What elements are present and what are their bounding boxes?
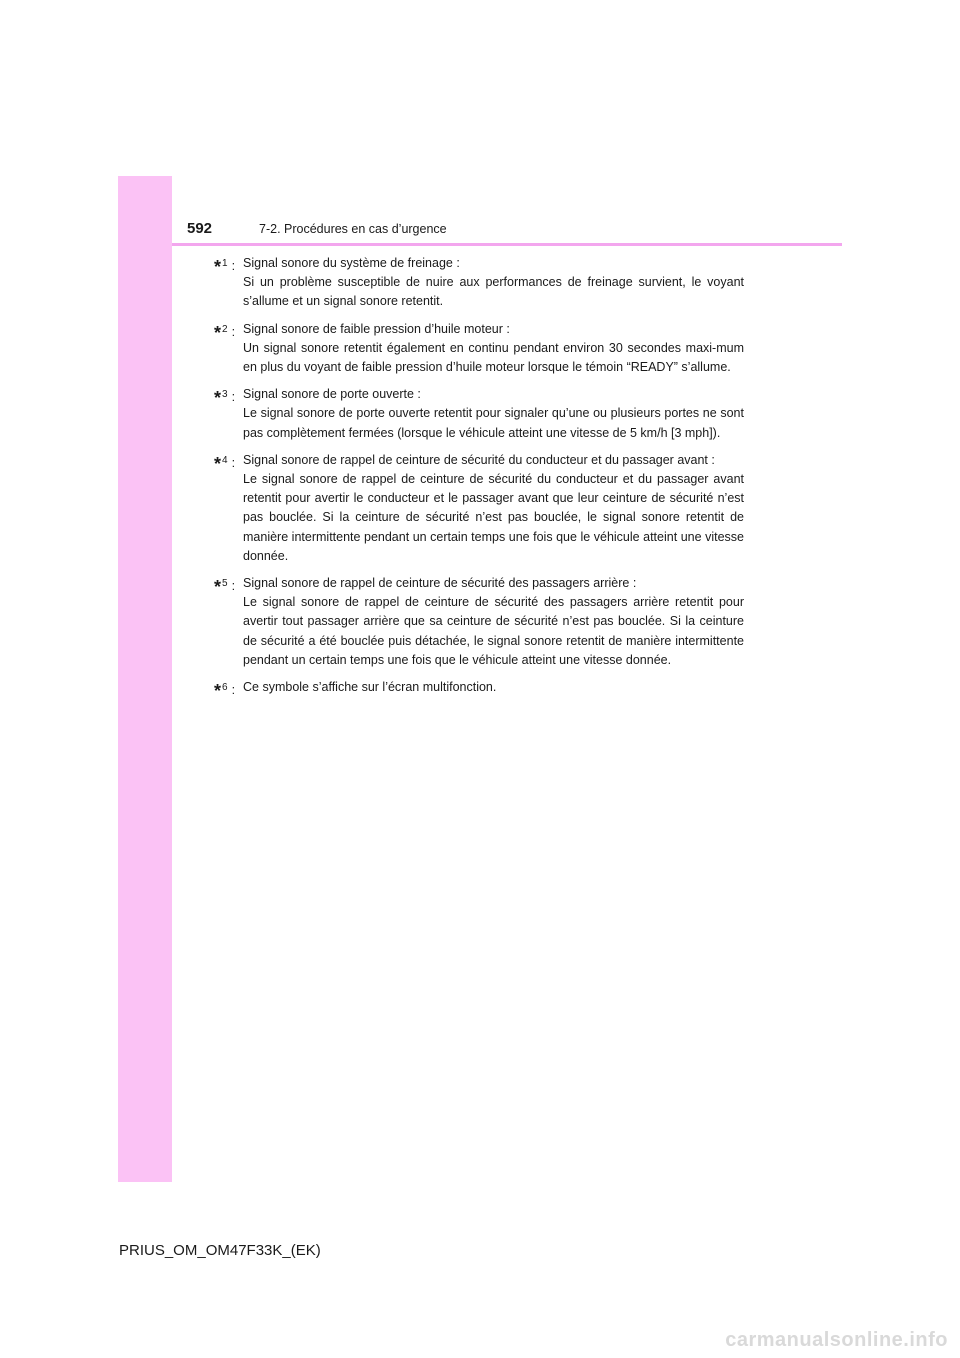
footnote-list: [214, 254, 744, 708]
header-divider: [172, 243, 842, 246]
footnote-marker: *$^4$ :: [214, 453, 236, 474]
asterisk-icon: *: [214, 453, 222, 474]
footnote-title: Signal sonore de faible pression d’huile moteur :: [243, 321, 510, 336]
footnote-marker: *$^3$ :: [214, 388, 236, 409]
asterisk-icon: *: [214, 322, 222, 343]
footnote-title: Signal sonore de porte ouverte :: [243, 387, 421, 402]
header-color-tab: [118, 176, 172, 244]
footnote-marker: *$^5$ :: [214, 577, 236, 598]
footnote-text: Un signal sonore retentit également en continu pendant environ 30 secondes maxi-mum en plus du voyant de faible pression d’huile moteur lorsque le témoin “READY” s’allume.: [243, 340, 744, 375]
footnote-2: [214, 320, 744, 378]
asterisk-icon: *: [214, 257, 222, 277]
footnote-5: [214, 574, 744, 670]
footnote-text: Le signal sonore de rappel de ceinture de sécurité des passagers arrière retentit pour avertir tout passager arrière que sa ceinture de sécurité n’est pas bouclée. Si la ceinture de sécurité a été bouclée puis détachée, le signal sonore retentit de manière intermittente pendant un certain temps une fois que le véhicule atteint une vitesse donnée.: [243, 595, 744, 667]
asterisk-icon: *: [214, 681, 222, 702]
footnote-marker: *$^2$ :: [214, 322, 236, 343]
side-color-band: [118, 176, 172, 1182]
footnote-text: Le signal sonore de rappel de ceinture de sécurité du conducteur et du passager avant retentit pour avertir le conducteur et le passager avant que leur ceinture de sécurité n’est pas bouclée. Si la ceinture de sécurité n’est pas bouclée, le signal sonore retentit de manière intermittente pendant un certain temps une fois que le véhicule atteint une vitesse donnée.: [243, 472, 744, 563]
footnote-marker: *$^6$ :: [214, 681, 236, 702]
asterisk-icon: *: [214, 577, 222, 598]
footnote-3: [214, 385, 744, 443]
footnote-4: [214, 451, 744, 566]
footnote-title: Signal sonore de rappel de ceinture de sécurité des passagers arrière :: [243, 576, 637, 591]
footnote-title: Signal sonore de rappel de ceinture de sécurité du conducteur et du passager avant :: [243, 452, 715, 467]
footnote-1: [214, 254, 744, 312]
footnote-title: Ce symbole s’affiche sur l’écran multifonction.: [243, 680, 497, 695]
watermark: carmanualsonline.info: [725, 1329, 948, 1351]
footnote-6: [214, 678, 744, 700]
footnote-title: Signal sonore du système de freinage :: [243, 256, 460, 270]
page-number: 592: [187, 220, 213, 237]
footnote-text: Le signal sonore de porte ouverte retentit pour signaler qu’une ou plusieurs portes ne sont pas complètement fermées (lorsque le véhicule atteint une vitesse de 5 km/h [3 mph]).: [243, 406, 744, 440]
asterisk-icon: *: [214, 388, 222, 409]
footnote-marker: *$^1$ :: [214, 257, 236, 277]
document-code: PRIUS_OM_OM47F33K_(EK): [119, 1242, 321, 1259]
section-title: 7-2. Procédures en cas d’urgence: [259, 222, 447, 236]
footnote-text: Si un problème susceptible de nuire aux performances de freinage survient, le voyant s’allume et un signal sonore retentit.: [243, 275, 744, 309]
